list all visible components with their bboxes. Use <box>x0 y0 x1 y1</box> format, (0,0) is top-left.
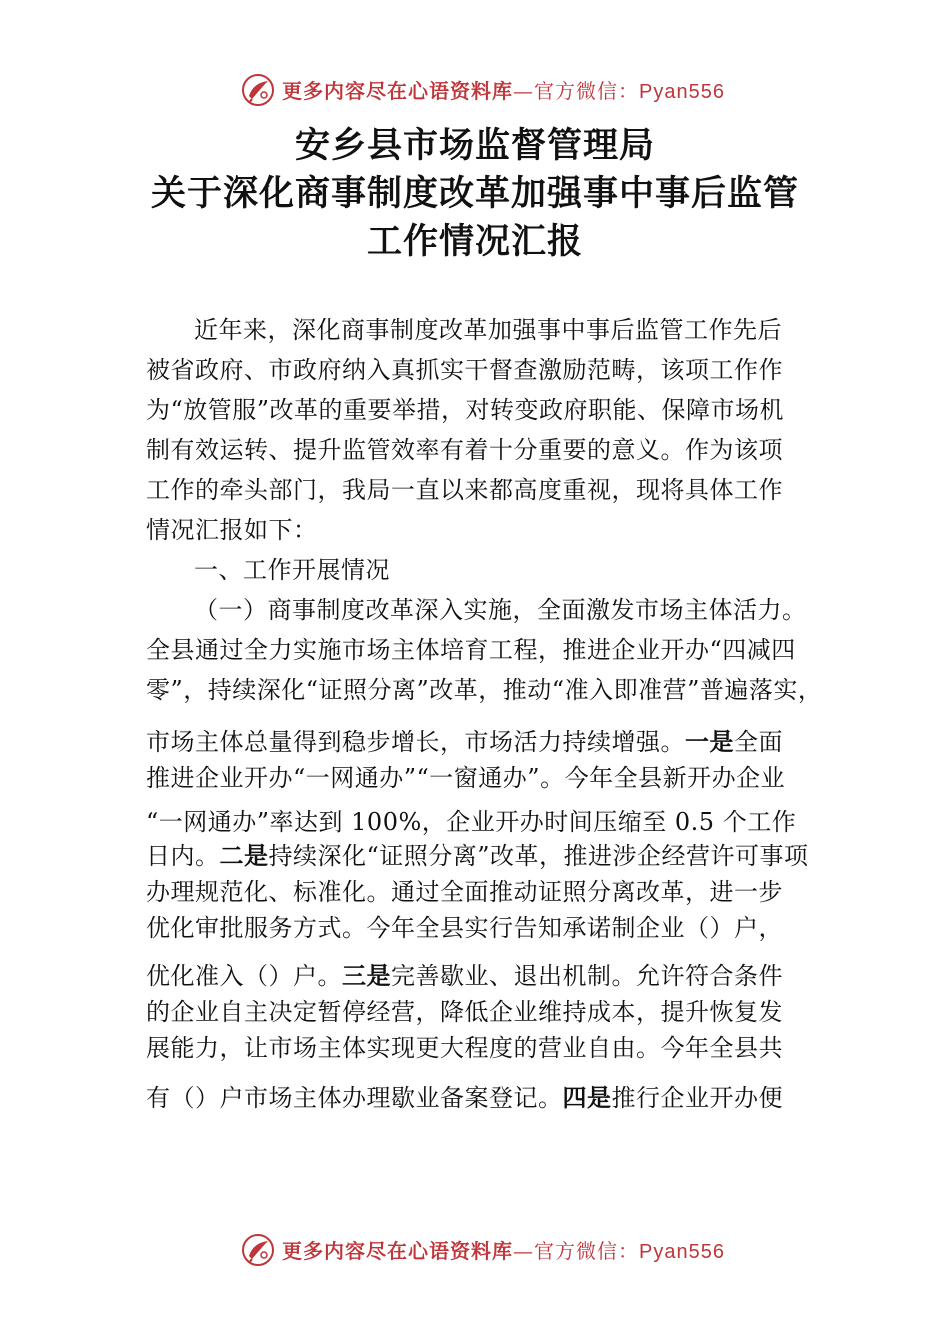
paragraph-line <box>146 726 783 759</box>
text-run: 推行企业开办便 <box>611 1084 783 1112</box>
paragraph-line: 零”，持续深化“证照分离”改革，推动“准入即准营”普遍落实， <box>146 676 823 704</box>
bold-lead-4: 四是 <box>562 1085 612 1112</box>
text-run: 日内。 <box>146 842 220 870</box>
paragraph-line: 为“放管服”改革的重要举措，对转变政府职能、保障市场机 <box>146 396 785 424</box>
document-title-line-1: 安乡县市场监督管理局 <box>294 125 655 166</box>
text-run: 持续深化“证照分离”改革，推进涉企经营许可事项 <box>268 842 809 870</box>
paragraph-line: 的企业自主决定暂停经营，降低企业维持成本，提升恢复发 <box>146 998 783 1026</box>
paragraph-line: 工作的牵头部门，我局一直以来都高度重视，现将具体工作 <box>146 476 783 504</box>
watermark-text <box>282 1238 725 1265</box>
footer-watermark <box>0 1232 950 1272</box>
subsection-heading: （一）商事制度改革深入实施，全面激发市场主体活力。 <box>194 596 807 624</box>
bold-lead-1: 一是 <box>685 729 734 756</box>
text-run: 有（）户市场主体办理歇业备案登记。 <box>146 1084 563 1112</box>
paragraph-line: “一网通办”率达到 100%，企业开办时间压缩至 0.5 个工作 <box>146 808 797 836</box>
watermark-dash: — <box>513 1239 534 1263</box>
paragraph-line: 近年来，深化商事制度改革加强事中事后监管工作先后 <box>194 316 782 344</box>
paragraph-line: 推进企业开办“一网通办”“一窗通办”。今年全县新开办企业 <box>146 764 786 792</box>
paragraph-line: 情况汇报如下： <box>146 516 318 544</box>
text-run: 完善歇业、退出机制。允许符合条件 <box>391 962 783 990</box>
document-title-line-3: 工作情况汇报 <box>366 221 583 262</box>
document-title-line-2: 关于深化商事制度改革加强事中事后监管 <box>150 173 799 214</box>
watermark-main: 更多内容尽在心语资料库 <box>282 1239 513 1263</box>
ink-seal-logo-icon <box>240 72 276 108</box>
text-run: 全面 <box>734 728 783 756</box>
paragraph-line: 制有效运转、提升监管效率有着十分重要的意义。作为该项 <box>146 436 783 464</box>
paragraph-line <box>146 1082 783 1115</box>
watermark-text <box>282 78 725 105</box>
watermark-wechat-label: 官方微信： <box>534 1239 639 1263</box>
watermark-wechat-label: 官方微信： <box>534 79 639 103</box>
section-heading: 一、工作开展情况 <box>194 556 390 584</box>
bold-lead-3: 三是 <box>342 963 391 990</box>
paragraph-line: 被省政府、市政府纳入真抓实干督查激励范畴，该项工作作 <box>146 356 783 384</box>
paragraph-line: 办理规范化、标准化。通过全面推动证照分离改革，进一步 <box>146 878 783 906</box>
paragraph-line <box>146 960 783 993</box>
ink-seal-logo-icon <box>240 1232 276 1268</box>
text-run: 优化准入（）户。 <box>146 962 342 990</box>
watermark-main: 更多内容尽在心语资料库 <box>282 79 513 103</box>
paragraph-line: 展能力，让市场主体实现更大程度的营业自由。今年全县共 <box>146 1034 783 1062</box>
watermark-wechat-id: Pyan556 <box>639 81 725 103</box>
header-watermark <box>0 72 950 112</box>
text-run: 市场主体总量得到稳步增长，市场活力持续增强。 <box>146 728 685 756</box>
bold-lead-2: 二是 <box>219 843 269 870</box>
paragraph-line: 优化审批服务方式。今年全县实行告知承诺制企业（）户， <box>146 914 783 942</box>
watermark-dash: — <box>513 79 534 103</box>
paragraph-line: 全县通过全力实施市场主体培育工程，推进企业开办“四减四 <box>146 636 796 664</box>
paragraph-line <box>146 840 809 873</box>
watermark-wechat-id: Pyan556 <box>639 1241 725 1263</box>
